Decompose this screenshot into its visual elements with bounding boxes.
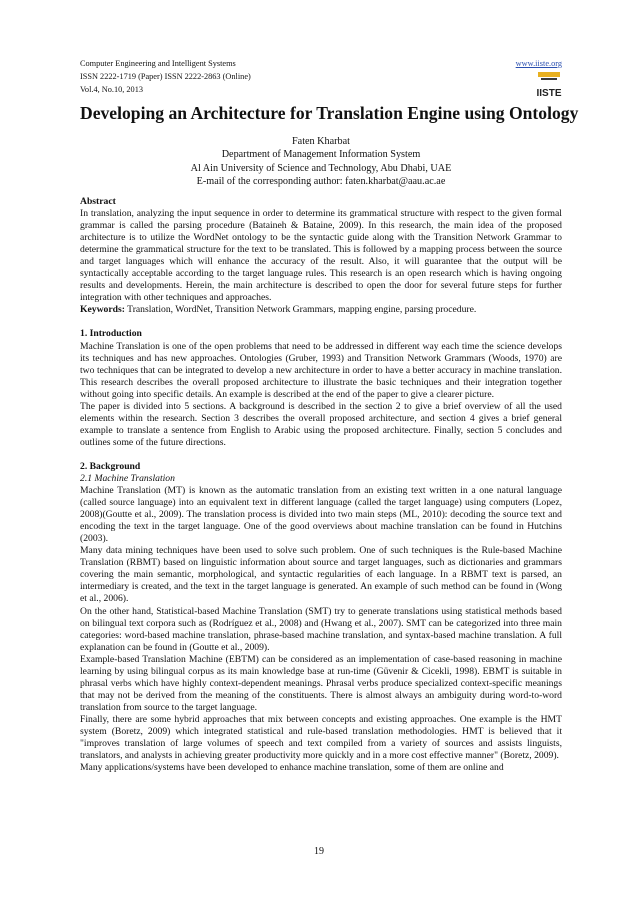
background-paragraph: Finally, there are some hybrid approaches that mix between concepts and existing approaches. One example is the HMT system (Boretz, 2009) which integrated statistical and rule-based translation methodologies. HMT is believed that it "improves translation of large volumes of speech and text compiled from a variety of sources and assists linguists, translators, and analysts in achieving greater productivity more quickly and in a more cost effective manner" (Boretz, 2009).	[80, 713, 562, 762]
author-name: Faten Kharbat	[292, 136, 350, 147]
journal-issn: ISSN 2222-1719 (Paper) ISSN 2222-2863 (Online)	[80, 72, 251, 81]
introduction-paragraph: The paper is divided into 5 sections. A background is described in the section 2 to give a brief overview of all the used elements within the research. Section 3 describes the overall proposed architecture, and section 4 gives a brief general example to translate a sentence from English to Arabic using the proposed architecture. Finally, section 5 concludes and outlines some of the future directions.	[80, 400, 562, 448]
introduction-paragraph: Machine Translation is one of the open problems that need to be addressed in different way each time the science develops its techniques and has new approaches. Ontologies (Gruber, 1993) and Transition Network Grammars (Woods, 1970) are two techniques that can be integrated to develop a new architecture in order to have a better accuracy in machine translation. This research describes the overall proposed architecture to illustrate the basic techniques and their integration together without going into specific details. An example is described at the end of the paper to give a clearer picture.	[80, 340, 562, 400]
background-paragraph: On the other hand, Statistical-based Machine Translation (SMT) try to generate translations using statistical methods based on bilingual text corpora such as (Rodríguez et al., 2008) and (Hwang et al., 2007). SMT can be categorized into three main categories: word-based machine translation, phrase-based machine translation, and syntax-based machine translation. A full explanation can be found in (Goutte et al., 2009).	[80, 605, 562, 653]
abstract-text: In translation, analyzing the input sequence in order to determine its grammatical structure with respect to the given formal grammar is called the parsing procedure (Bataineh & Bataine, 2009). In this research, the main idea of the proposed architecture is to utilize the WordNet ontology to be the syntactic guide along with the Transition Network Grammar to determine the grammatical structure for the text to be translated. This is followed by a mapping process between the source and target languages which will enhance the accuracy of the result. Also, it will guarantee that the output will be syntactically acceptable according to the target language rules. This research is an open research which is having ongoing results and developments. Herein, the main architecture is described to open the door for several future steps for further integration with other techniques and approaches.	[80, 208, 562, 304]
svg-text:IISTE: IISTE	[536, 88, 562, 99]
keywords-line	[80, 304, 562, 316]
author-email: E-mail of the corresponding author: faten.kharbat@aau.ac.ae	[196, 176, 446, 188]
background-paragraph: Example-based Translation Machine (EBTM) can be considered as an implementation of case-based reasoning in machine learning by using bilingual corpus as its main knowledge base at run-time (Güvenir & Cicekli, 1998). EBMT is suitable in phrasal verbs which have highly context-dependent meanings. Phrasal verbs produce specialized context-specific meanings that may not be derived from the meaning of the constituents. There is almost always an ambiguity during word-to-word translation from source to the target language.	[80, 653, 562, 713]
paper-title: Developing an Architecture for Translation Engine using Ontology	[80, 103, 579, 123]
author-affiliation	[80, 135, 562, 189]
journal-name: Computer Engineering and Intelligent Systems	[80, 59, 236, 68]
page-number: 19	[314, 846, 324, 857]
background-paragraph: Many applications/systems have been developed to enhance machine translation, some of them are online and	[80, 762, 504, 774]
background-paragraph: Machine Translation (MT) is known as the automatic translation from an existing text written in a one natural language (called source language) into an equivalent text in different language (called the target language) using computers (Lopez, 2008)(Goutte et al., 2009). The translation process is divided into two main steps (ML, 2010): decoding the source text and encoding the text in the target language. One of the good overviews about machine translation can be found in Hutchins (2003).	[80, 485, 562, 545]
keywords-list: Translation, WordNet, Transition Network Grammars, mapping engine, parsing procedure.	[124, 304, 477, 316]
background-paragraph: Many data mining techniques have been used to solve such problem. One of such techniques is the Rule-based Machine Translation (RBMT) based on linguistic information about source and target languages, such as dictionaries and grammars covering the main semantic, morphological, and syntactic regularities of each language. In a RBMT text is parsed, an intermediary is created, and the text in the target language is generated. An example of such method can be found in (Wong et al., 2006).	[80, 545, 562, 605]
machine-translation-subheading: 2.1 Machine Translation	[80, 472, 175, 484]
author-university: Al Ain University of Science and Technology, Abu Dhabi, UAE	[190, 162, 452, 174]
journal-url-link[interactable]: www.iiste.org	[515, 59, 562, 68]
iiste-logo-icon	[536, 71, 562, 101]
abstract-heading: Abstract	[80, 196, 116, 207]
introduction-heading: 1. Introduction	[80, 328, 142, 340]
background-heading: 2. Background	[80, 460, 141, 472]
keywords-label: Keywords:	[80, 304, 125, 316]
paper-body	[80, 196, 562, 774]
journal-volume: Vol.4, No.10, 2013	[80, 85, 143, 94]
journal-header	[80, 57, 562, 99]
author-department: Department of Management Information System	[221, 149, 421, 161]
